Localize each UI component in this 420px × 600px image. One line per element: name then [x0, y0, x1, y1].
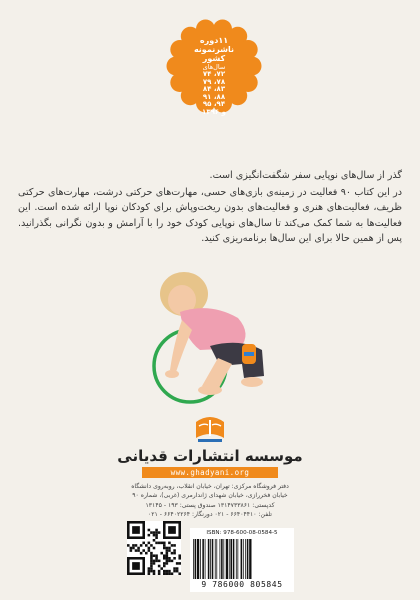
badge-text	[184, 36, 244, 116]
badge-year-2: ۷۸، ۷۹	[202, 77, 226, 86]
badge-year-5: ۹۴، ۹۵	[202, 100, 226, 108]
address-line-2: خیابان فخررازی، خیابان شهدای ژاندارمری (غربی)، شماره ۹۰	[132, 492, 288, 500]
award-badge	[166, 18, 262, 114]
address-line-3: کدپستی: ۱۳۱۴۷۳۳۸۶۱ صندوق پستی: ۱۹۳ - ۱۳۱۴۵	[145, 501, 275, 509]
description-intro: گذر از سال‌های نوپایی سفر شگفت‌انگیزی است.	[209, 170, 402, 181]
address-line-4: تلفن: ۶۶۴۰۴۴۱۰ - ۰۲۱ دورنگار: ۶۶۴۰۲۲۶۴ - ۰۲۱	[147, 510, 272, 518]
badge-line-1: ۱۱دوره	[199, 36, 229, 45]
qr-code-icon	[127, 521, 181, 575]
isbn-label: ISBN: 978-600-08-0584-5	[206, 530, 278, 536]
badge-years-label: سال‌های	[202, 63, 226, 71]
badge-year-6: و ۱۳۹۶	[202, 107, 226, 116]
badge-year-4: ۸۸، ۹۱	[202, 92, 226, 101]
badge-line-3: کشور	[202, 54, 226, 63]
address-line-1: دفتر فروشگاه مرکزی: تهران، خیابان انقلاب، روبه‌روی دانشگاه	[131, 483, 289, 490]
toddler-illustration	[140, 268, 290, 410]
toddler-photo	[140, 268, 290, 410]
badge-line-2: ناشرنمونه	[193, 45, 235, 54]
isbn-digits: 9 786000 805845	[201, 580, 283, 589]
barcode-icon	[193, 539, 291, 579]
description-body: در این کتاب ۹۰ فعالیت در زمینه‌ی بازی‌های حسی، مهارت‌های حرکتی درشت، مهارت‌های حرکتی ظریف، فعالیت‌های هنری و فعالیت‌های بدون ریخت‌وپاش برای کودکان نوپا ارائه شده است. این فعالیت‌ها به شما کمک می‌کند تا سال‌های نوپایی کودک خود را با آرامش و بدون نگرانی بگذرانید. پس از همین حالا برای این سال‌ها برنامه‌ریزی کنید.	[18, 186, 402, 245]
publisher-name: موسسه انتشارات قدیانی	[117, 447, 303, 465]
description	[18, 168, 402, 247]
publisher-logo-icon	[190, 414, 230, 444]
badge-year-1: ۷۲، ۷۴	[202, 70, 226, 78]
badge-year-3: ۸۳، ۸۴	[202, 85, 226, 93]
publisher-address	[70, 482, 350, 519]
qr-code	[127, 521, 181, 575]
isbn-barcode	[190, 528, 294, 592]
publisher-website: www.ghadyani.org	[142, 467, 278, 478]
